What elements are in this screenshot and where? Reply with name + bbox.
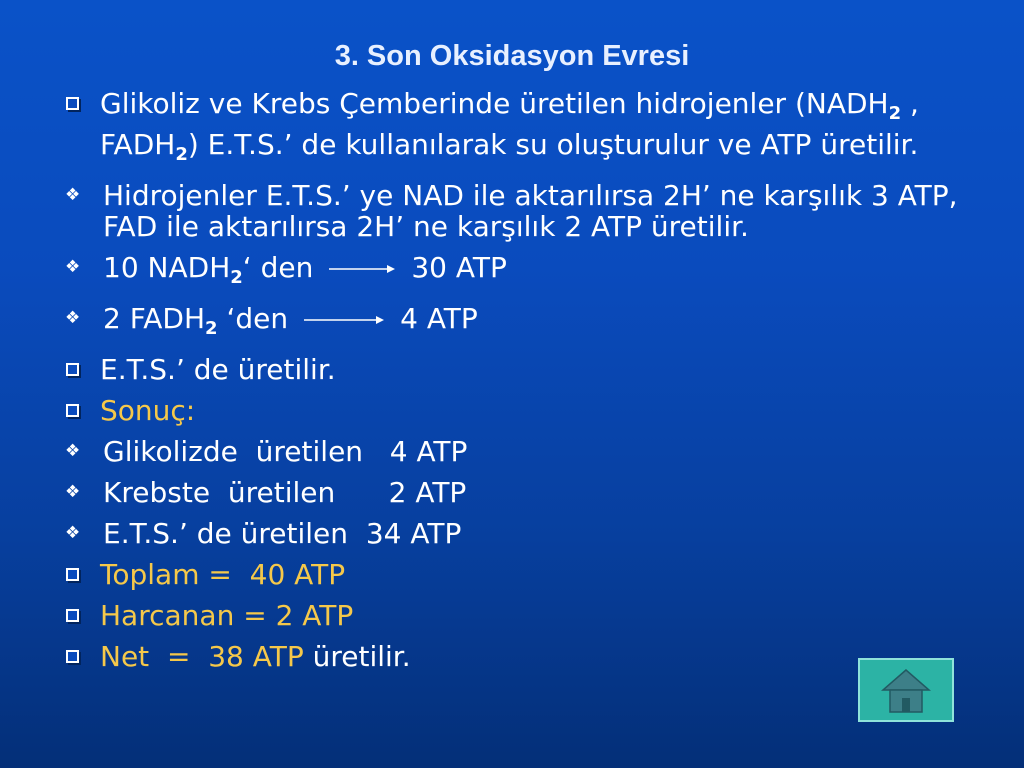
list-item <box>62 641 962 672</box>
list-item <box>62 436 962 467</box>
list-item <box>62 600 962 631</box>
square-bullet-icon <box>62 559 100 590</box>
list-item <box>62 180 962 242</box>
bullet-list <box>62 88 962 682</box>
item-text: Toplam = 40 ATP <box>100 558 346 591</box>
arrow-icon <box>302 314 386 326</box>
diamond-bullet-icon: ❖ <box>65 257 81 277</box>
item-text: E.T.S.’ de üretilen 34 ATP <box>103 517 462 550</box>
item-text: E.T.S.’ de üretilir. <box>100 353 336 386</box>
item-text: Sonuç: <box>100 394 196 427</box>
square-bullet-icon <box>62 600 100 631</box>
square-bullet-icon <box>62 354 100 385</box>
diamond-bullet-icon: ❖ <box>65 523 81 543</box>
slide-title: 3. Son Oksidasyon Evresi <box>334 40 690 72</box>
item-text: 10 $NADH_2‘$ den 30 ATP <box>103 251 507 288</box>
home-button[interactable] <box>858 658 954 722</box>
square-bullet-icon <box>62 88 100 119</box>
item-text: Glikoliz ve Krebs Çemberinde üretilen hidrojenler ($NADH_2$ , $FADH_2$) E.T.S.’ de kullanılarak su oluşturulur ve ATP üretilir. <box>100 87 919 165</box>
arrow-icon <box>327 263 397 275</box>
diamond-bullet-icon: ❖ <box>65 185 81 205</box>
list-item <box>62 559 962 590</box>
diamond-bullet-icon: ❖ <box>65 308 81 328</box>
list-item <box>62 303 962 344</box>
list-item <box>62 88 962 170</box>
diamond-bullet-icon: ❖ <box>65 441 81 461</box>
item-text: Hidrojenler E.T.S.’ ye NAD ile aktarılırsa 2H’ ne karşılık 3 ATP, FAD ile aktarılırsa 2H’ ne karşılık 2 ATP üretilir. <box>103 179 958 243</box>
item-text: 2 $FADH_2$ ‘den 4 ATP <box>103 302 478 339</box>
list-item <box>62 518 962 549</box>
item-text: Glikolizde üretilen 4 ATP <box>103 435 468 468</box>
list-item <box>62 354 962 385</box>
home-icon <box>881 666 931 716</box>
item-text: Krebste üretilen 2 ATP <box>103 476 467 509</box>
list-item <box>62 252 962 293</box>
item-text: Harcanan = 2 ATP <box>100 599 354 632</box>
square-bullet-icon <box>62 641 100 672</box>
item-text: Net = 38 ATP üretilir. <box>100 640 411 673</box>
square-bullet-icon <box>62 395 100 426</box>
diamond-bullet-icon: ❖ <box>65 482 81 502</box>
list-item <box>62 477 962 508</box>
list-item <box>62 395 962 426</box>
